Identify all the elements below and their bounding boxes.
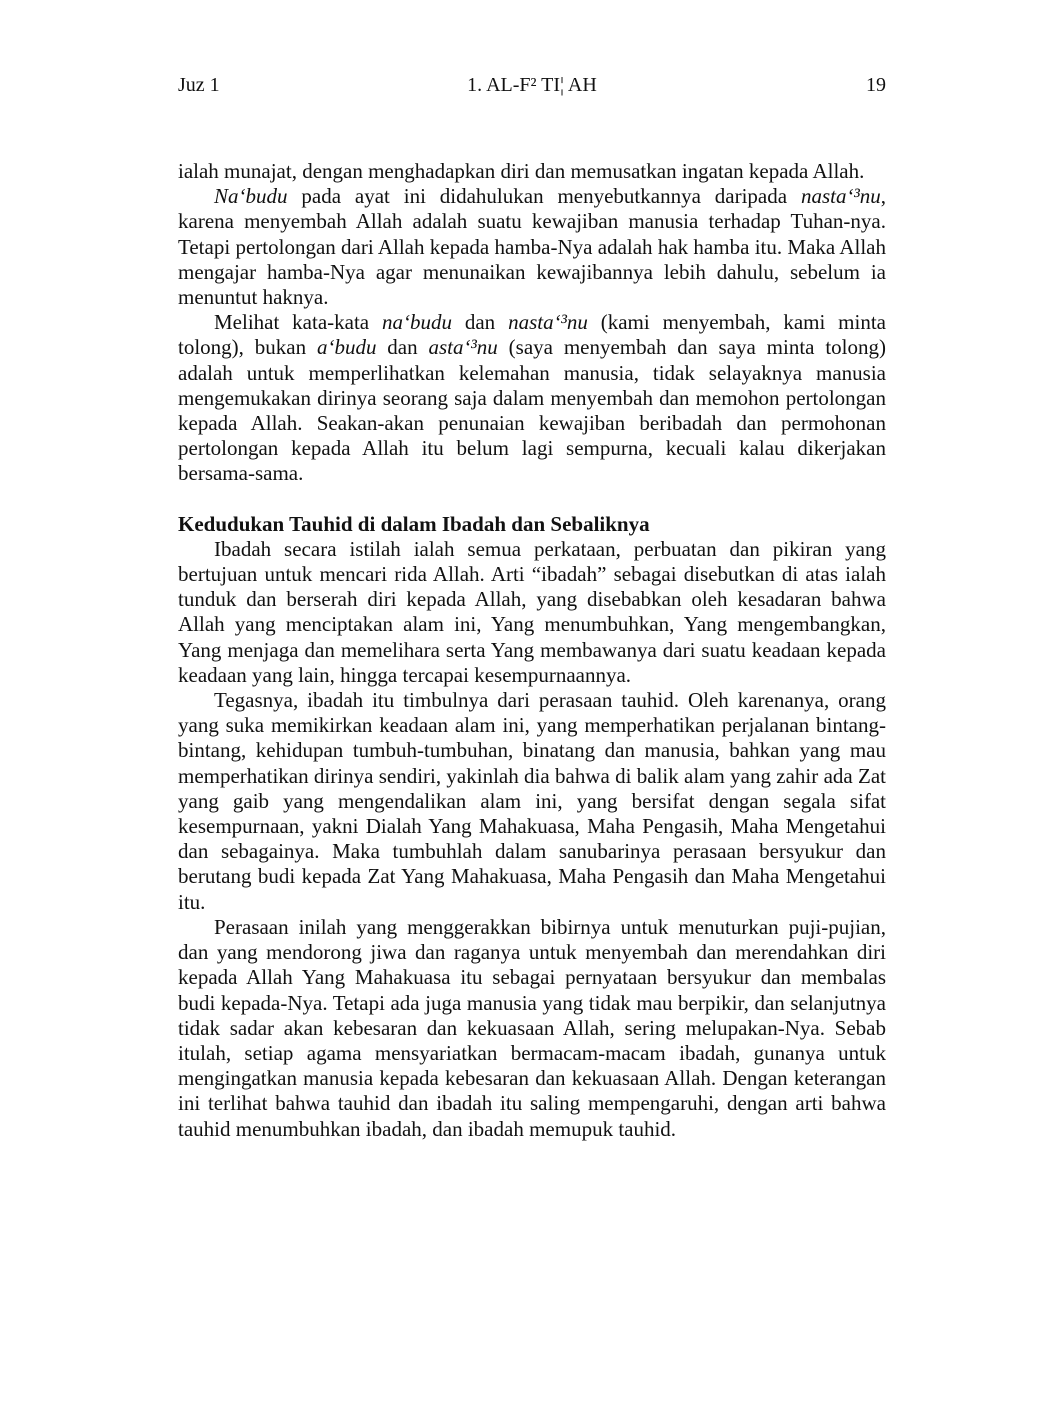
paragraph-text: (kami menyembah, kami minta tolong), bukan — [178, 310, 886, 360]
arabic-term: asta‘³nu — [428, 335, 498, 360]
paragraph-tegasnya: Tegasnya, ibadah itu timbulnya dari perasaan tauhid. Oleh karenanya, orang yang suka memikirkan keadaan alam ini, yang memperhatikan perjalanan bintang-bintang, kehidupan tumbuh-tumbuhan, binatang dan manusia, bahkan yang mau memperhatikan dirinya sendiri, yakinlah dia bahwa di balik alam yang zahir ada Zat yang gaib yang mengendalikan alam ini, yang bersifat dengan segala sifat kesempurnaan, yakni Dialah Yang Mahakuasa, Maha Pengasih, Maha Mengetahui dan sebagainya. Maka tumbuhlah dalam sanubarinya perasaan bersyukur dan berutang budi kepada Zat Yang Mahakuasa, Maha Pengasih dan Maha Mengetahui itu. — [178, 688, 886, 914]
section-heading: Kedudukan Tauhid di dalam Ibadah dan Sebaliknya — [178, 511, 650, 536]
arabic-term: na‘budu — [382, 310, 452, 335]
paragraph-continuation: ialah munajat, dengan menghadapkan diri dan memusatkan ingatan kepada Allah. — [178, 159, 865, 183]
paragraph-nabudu — [178, 184, 886, 310]
section-spacer — [178, 487, 886, 512]
arabic-term: Na‘budu — [214, 184, 288, 209]
running-header — [178, 72, 886, 98]
paragraph-text: dan — [376, 335, 429, 360]
paragraph-text: dan — [452, 310, 509, 335]
body-text — [178, 159, 886, 1142]
paragraph-melihat — [178, 310, 886, 486]
paragraph-text: (saya menyembah dan saya minta tolong) adalah untuk memperlihatkan kelemahan manusia, tidak selayaknya manusia mengemukakan dirinya seorang saja dalam menyembah dan memohon pertolongan kepada Allah. Seakan-akan penunaian kewajiban beribadah dan permohonan pertolongan kepada Allah itu belum lagi sempurna, kecuali kalau dikerjakan bersama-sama. — [178, 335, 887, 486]
paragraph-ibadah: Ibadah secara istilah ialah semua perkataan, perbuatan dan pikiran yang bertujuan untuk mencari rida Allah. Arti “ibadah” sebagai disebutkan di atas ialah tunduk dan berserah diri kepada Allah, yang disebabkan oleh kesadaran bahwa Allah yang menciptakan alam ini, Yang menumbuhkan, Yang mengembangkan, Yang menjaga dan memelihara serta Yang membawanya dari suatu keadaan kepada keadaan yang lain, hingga tercapai kesempurnaannya. — [178, 536, 886, 687]
arabic-term: a‘budu — [316, 335, 377, 360]
arabic-term: nasta‘³nu — [508, 310, 588, 335]
page-number: 19 — [866, 74, 886, 96]
paragraph-perasaan: Perasaan inilah yang menggerakkan bibirnya untuk menuturkan puji-pujian, dan yang mendorong jiwa dan raganya untuk menyembah dan merendahkan diri kepada Allah Yang Mahakuasa itu sebagai pernyataan bersyukur dan membalas budi kepada-Nya. Tetapi ada juga manusia yang tidak mau berpikir, dan selanjutnya tidak sadar akan kebesaran dan kekuasaan Allah, sering melupakan-Nya. Sebab itulah, setiap agama mensyariatkan bermacam-macam ibadah, gunanya untuk mengingatkan manusia kepada kebesaran dan kekuasaan Allah. Dengan keterangan ini terlihat bahwa tauhid dan ibadah itu saling mempengaruhi, dengan arti bahwa tauhid menumbuhkan ibadah, dan ibadah memupuk tauhid. — [178, 914, 886, 1141]
paragraph-text: Melihat kata-kata — [214, 310, 382, 335]
paragraph-text: , karena menyembah Allah adalah suatu kewajiban manusia terhadap Tuhan-nya. Tetapi pertolongan dari Allah kepada hamba-Nya adalah hak hamba itu. Maka Allah mengajar hamba-Nya agar menunaikan kewajibannya lebih dahulu, sebelum ia menuntut haknya. — [178, 184, 886, 310]
paragraph-text: pada ayat ini didahulukan menyebutkannya daripada — [287, 184, 801, 209]
chapter-title: 1. AL-F² TI¦ AH — [467, 74, 597, 96]
arabic-term: nasta‘³nu — [800, 184, 881, 209]
juz-label: Juz 1 — [178, 74, 220, 96]
